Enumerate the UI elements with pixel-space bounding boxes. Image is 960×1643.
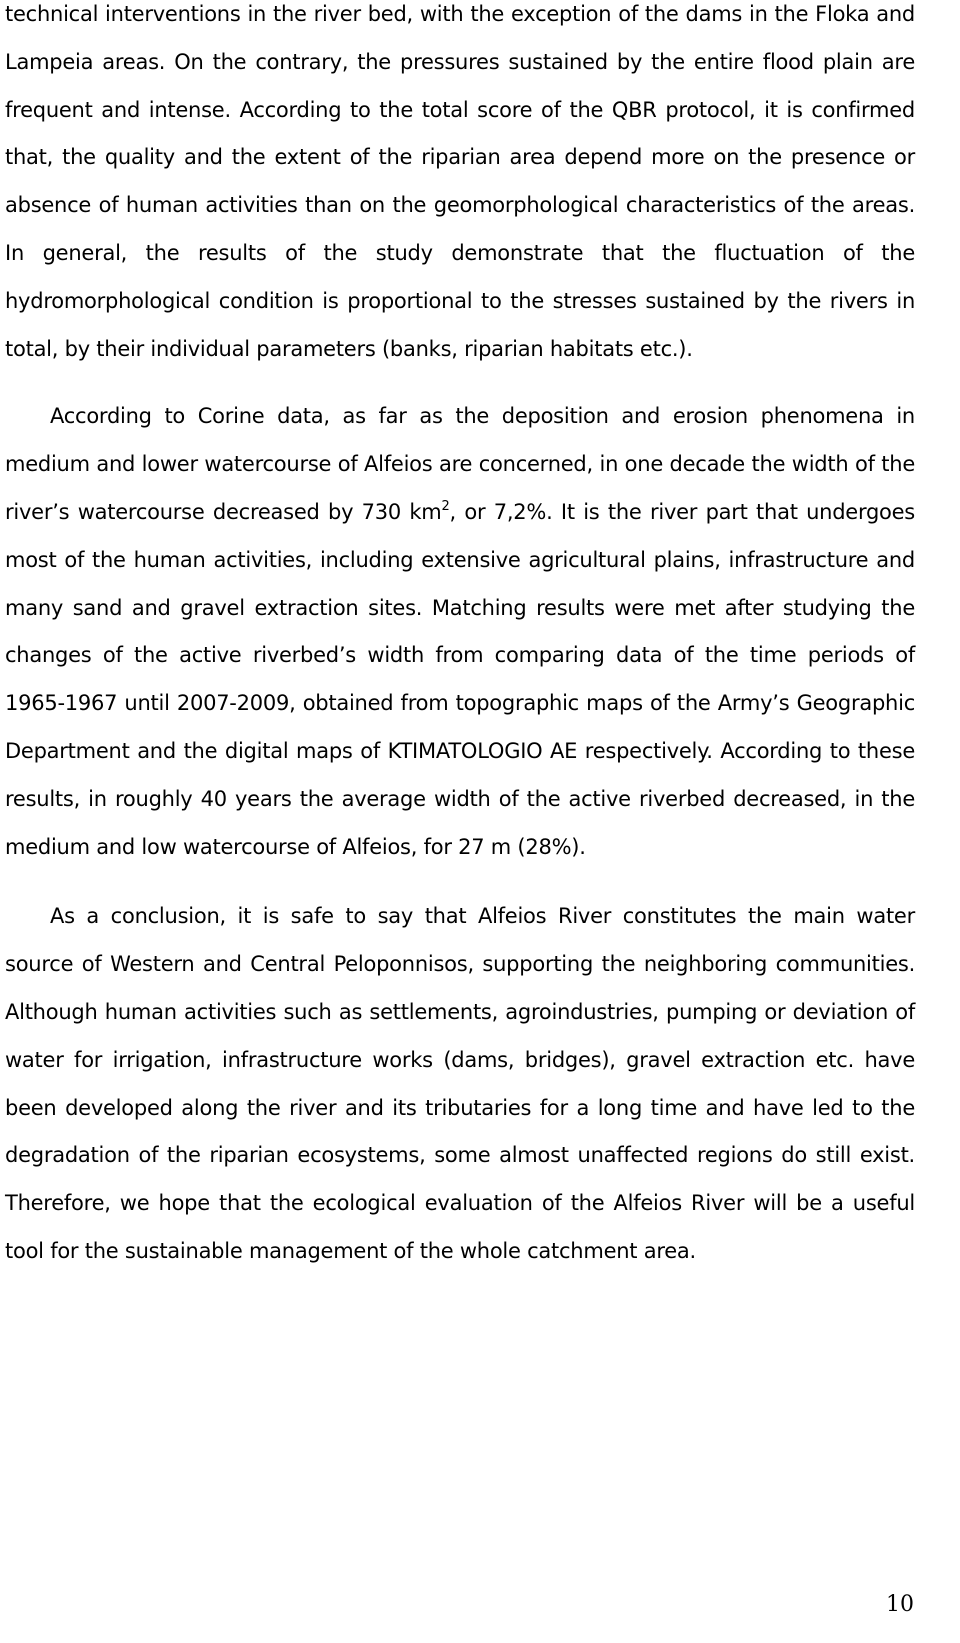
- document-body: [5, 0, 915, 1276]
- superscript-squared: 2: [441, 498, 450, 514]
- paragraph-spacer: [5, 373, 915, 393]
- paragraph-spacer: [5, 871, 915, 893]
- page-number: 10: [886, 1592, 914, 1617]
- corine-text-after: , or 7,2%. It is the river part that undergoes most of the human activities, including extensive agricultural plains, infrastructure and many sand and gravel extraction sites. Matching results were met after studying the changes of the active riverbed’s width from comparing data of the time periods of 1965-1967 until 2007-2009, obtained from topographic maps of the Army’s Geographic Department and the digital maps of KTIMATOLOGIO AE respectively. According to these results, in roughly 40 years the average width of the active riverbed decreased, in the medium and low watercourse of Alfeios, for 27 m (28%).: [5, 499, 915, 859]
- paragraph-corine-data: [5, 393, 915, 871]
- paragraph-qbr-results: technical interventions in the river bed, with the exception of the dams in the Floka and Lampeia areas. On the contrary, the pressures sustained by the entire flood plain are frequent and intense. According to the total score of the QBR protocol, it is confirmed that, the quality and the extent of the riparian area depend more on the presence or absence of human activities than on the geomorphological characteristics of the areas. In general, the results of the study demonstrate that the fluctuation of the hydromorphological condition is proportional to the stresses sustained by the rivers in total, by their individual parameters (banks, riparian habitats etc.).: [5, 2, 915, 361]
- paragraph-conclusion: As a conclusion, it is safe to say that Alfeios River constitutes the main water source of Western and Central Peloponnisos, supporting the neighboring communities. Although human activities such as settlements, agroindustries, pumping or deviation of water for irrigation, infrastructure works (dams, bridges), gravel extraction etc. have been developed along the river and its tributaries for a long time and have led to the degradation of the riparian ecosystems, some almost unaffected regions do still exist. Therefore, we hope that the ecological evaluation of the Alfeios River will be a useful tool for the sustainable management of the whole catchment area.: [5, 904, 915, 1263]
- corine-text-before: According to Corine data, as far as the deposition and erosion phenomena in medium and lower watercourse of Alfeios are concerned, in one decade the width of the river’s watercourse decreased by 730 km: [5, 404, 915, 524]
